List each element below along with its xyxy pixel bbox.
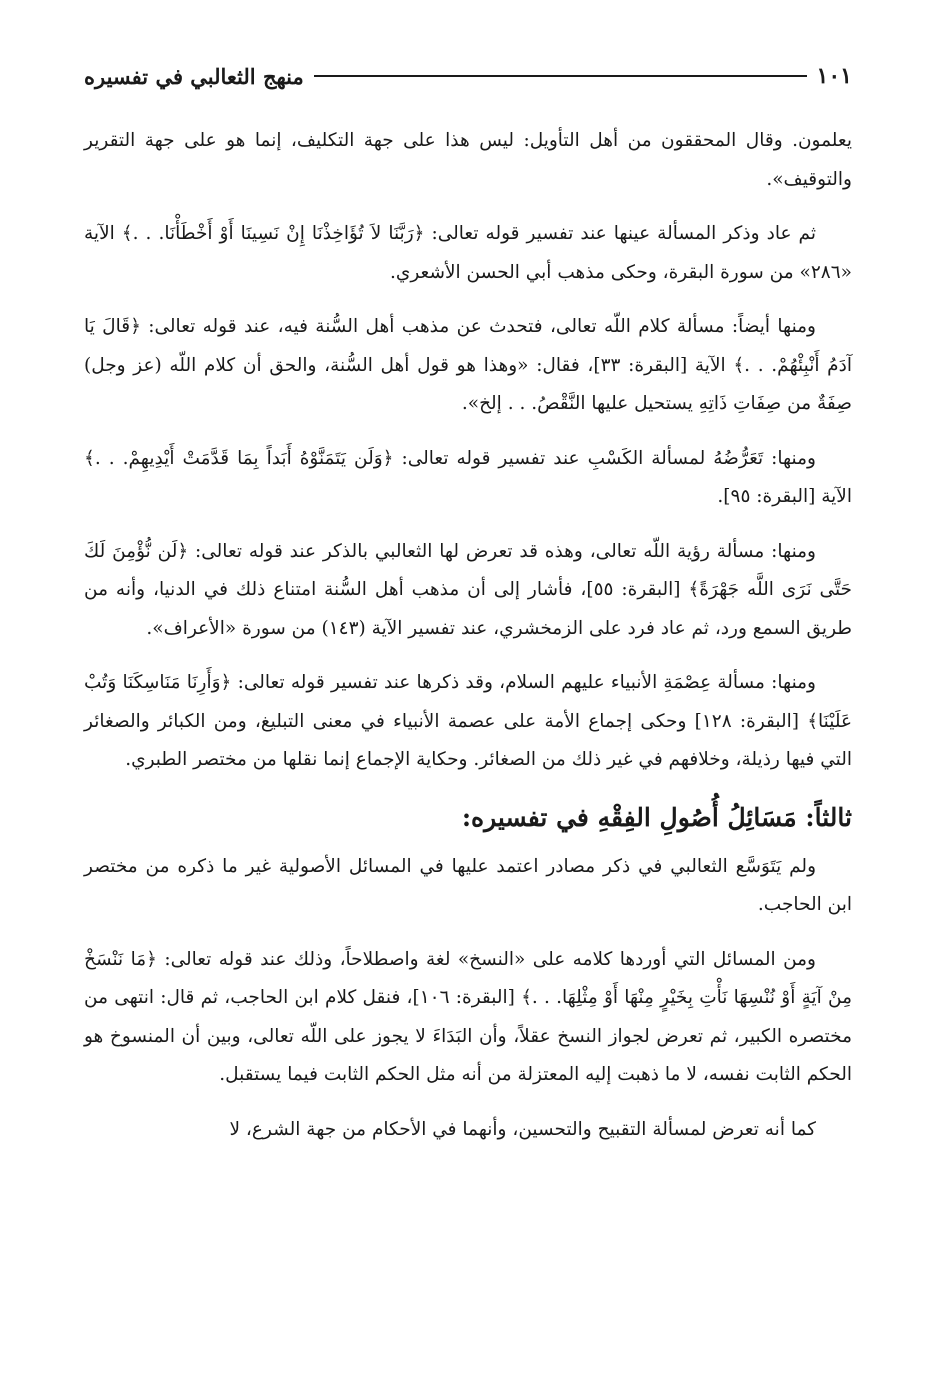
header-rule — [314, 75, 807, 77]
paragraph: ومنها أيضاً: مسألة كلام اللّه تعالى، فتحدث عن مذهب أهل السُّنة فيه، عند قوله تعالى: ﴿قَالَ يَا آدَمُ أَنْبِئْهُمْ. . .﴾ الآية [البقرة: ٣٣]، فقال: «وهذا هو قول أهل السُّنة، والحق أن كلام اللّه (عز وجل) صِفَةٌ من صِفَاتِ ذَاتِهِ يستحيل عليها النَّقْصُ. . . إلخ». — [84, 316, 852, 414]
paragraph: ومنها: مسألة عِصْمَةِ الأنبياء عليهم السلام، وقد ذكرها عند تفسير قوله تعالى: ﴿وَأَرِنَا مَنَاسِكَنَا وَتُبْ عَلَيْنَا﴾ [البقرة: ١٢٨] وحكى إجماع الأمة على عصمة الأنبياء في معنى التبليغ، ومن الكبائر والصغائر التي فيها رذيلة، وخلافهم في غير ذلك من الصغائر. وحكاية الإجماع إنما نقلها من مختصر الطبري. — [84, 672, 852, 770]
page-number: ١٠١ — [816, 63, 852, 89]
running-title: منهج الثعالبي في تفسيره — [84, 63, 304, 89]
paragraph: ولم يَتَوَسَّع الثعالبي في ذكر مصادر اعتمد عليها في المسائل الأصولية غير ما ذكره من مختصر ابن الحاجب. — [84, 855, 852, 915]
paragraph: كما أنه تعرض لمسألة التقبيح والتحسين، وأنهما في الأحكام من جهة الشرع، لا — [229, 1118, 816, 1140]
page-body — [84, 122, 852, 1165]
paragraph: ومنها: مسألة رؤية اللّه تعالى، وهذه قد تعرض لها الثعالبي بالذكر عند قوله تعالى: ﴿لَن نُّؤْمِنَ لَكَ حَتَّى نَرَى اللَّه جَهْرَةً﴾ [البقرة: ٥٥]، فأشار إلى أن مذهب أهل السُّنة امتناع ذلك في الدنيا، وأنه من طريق السمع ورد، ثم عاد فرد على الزمخشري، عند تفسير الآية (١٤٣) من سورة «الأعراف». — [84, 540, 852, 639]
paragraph: يعلمون. وقال المحققون من أهل التأويل: ليس هذا على جهة التكليف، إنما هو على جهة التقرير والتوقيف». — [84, 130, 852, 190]
running-header — [84, 58, 852, 94]
paragraph: ومن المسائل التي أوردها كلامه على «النسخ» لغة واصطلاحاً، وذلك عند قوله تعالى: ﴿مَا نَنْسَخْ مِنْ آيَةٍ أَوْ نُنْسِهَا نَأْتِ بِخَيْرٍ مِنْهَا أَوْ مِثْلِهَا. . .﴾ [البقرة: ١٠٦]، فنقل كلام ابن الحاجب، ثم قال: انتهى من مختصره الكبير، ثم تعرض لجواز النسخ عقلاً، وأن البَدَاءَ لا يجوز على اللّه تعالى، وبين أن المنسوخ هو الحكم الثابت نفسه، لا ما ذهبت إليه المعتزلة من أنه مثل الحكم الثابت فيما يستقبل. — [84, 948, 852, 1085]
paragraph: ومنها: تَعَرُّضُهُ لمسألة الكَسْبِ عند تفسير قوله تعالى: ﴿وَلَن يَتَمَنَّوْهُ أَبَداً بِمَا قَدَّمَتْ أَيْدِيهِمْ. . .﴾ الآية [البقرة: ٩٥]. — [84, 447, 852, 507]
section-heading: ثالثاً: مَسَائِلُ أُصُولِ الفِقْهِ في تفسيره: — [461, 802, 852, 832]
paragraph: ثم عاد وذكر المسألة عينها عند تفسير قوله تعالى: ﴿رَبَّنَا لاَ تُؤَاخِذْنَا إِنْ نَسِينَا أَوْ أَخْطَأْنَا. . .﴾ الآية «٢٨٦» من سورة البقرة، وحكى مذهب أبي الحسن الأشعري. — [84, 223, 852, 283]
